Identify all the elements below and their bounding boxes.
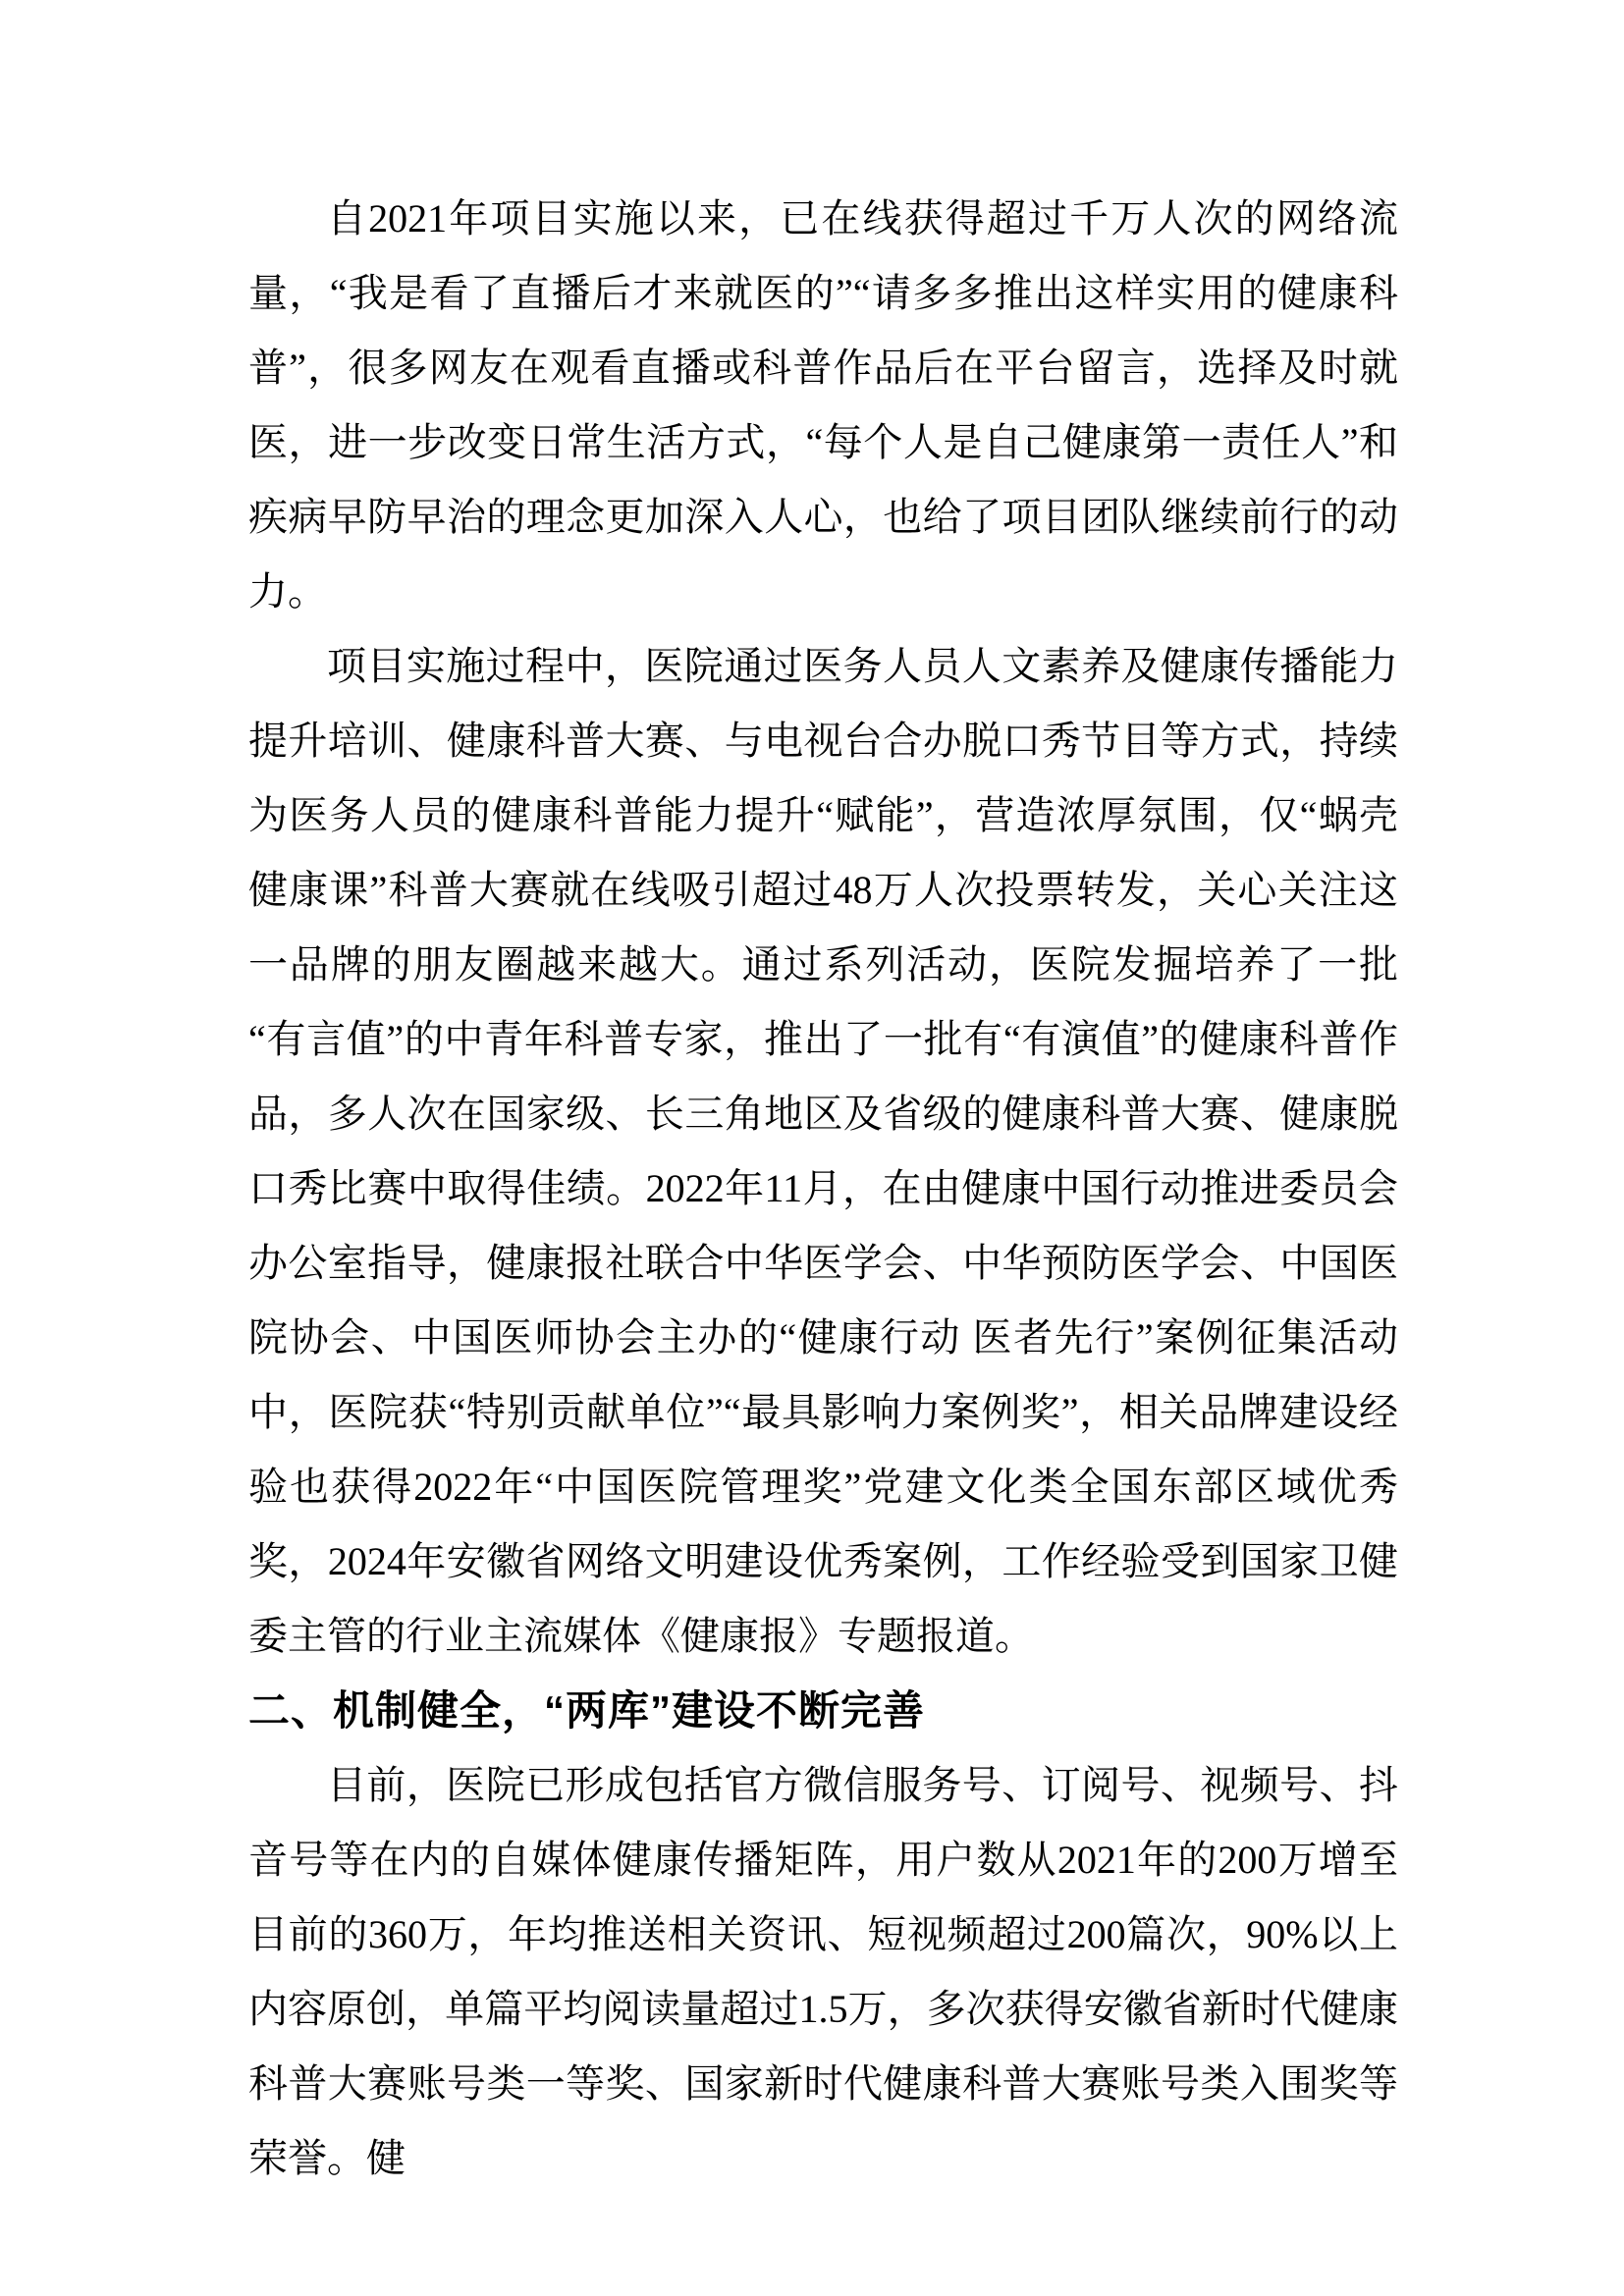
section-heading-two: 二、机制健全，“两库”建设不断完善 [248,1687,926,1734]
paragraph-media-matrix: 目前，医院已形成包括官方微信服务号、订阅号、视频号、抖音号等在内的自媒体健康传播矩阵，用户数从2021年的200万增至目前的360万，年均推送相关资讯、短视频超过200篇次，90%以上内容原创，单篇平均阅读量超过1.5万，多次获得安徽省新时代健康科普大赛账号类一等奖、国家新时代健康科普大赛账号类入围奖等荣誉。健 [248,1763,1398,2180]
paragraph-online-traffic: 自2021年项目实施以来，已在线获得超过千万人次的网络流量，“我是看了直播后才来就医的”“请多多推出这样实用的健康科普”，很多网友在观看直播或科普作品后在平台留言，选择及时就医，进一步改变日常生活方式，“每个人是自己健康第一责任人”和疾病早防早治的理念更加深入人心，也给了项目团队继续前行的动力。 [248,196,1398,614]
paragraph-project-implementation: 项目实施过程中，医院通过医务人员人文素养及健康传播能力提升培训、健康科普大赛、与电视台合办脱口秀节目等方式，持续为医务人员的健康科普能力提升“赋能”，营造浓厚氛围，仅“蜗壳健康课”科普大赛就在线吸引超过48万人次投票转发，关心关注这一品牌的朋友圈越来越大。通过系列活动，医院发掘培养了一批“有言值”的中青年科普专家，推出了一批有“有演值”的健康科普作品，多人次在国家级、长三角地区及省级的健康科普大赛、健康脱口秀比赛中取得佳绩。2022年11月，在由健康中国行动推进委员会办公室指导，健康报社联合中华医学会、中华预防医学会、中国医院协会、中国医师协会主办的“健康行动 医者先行”案例征集活动中，医院获“特别贡献单位”“最具影响力案例奖”，相关品牌建设经验也获得2022年“中国医院管理奖”党建文化类全国东部区域优秀奖，2024年安徽省网络文明建设优秀案例，工作经验受到国家卫健委主管的行业主流媒体《健康报》专题报道。 [248,644,1398,1658]
